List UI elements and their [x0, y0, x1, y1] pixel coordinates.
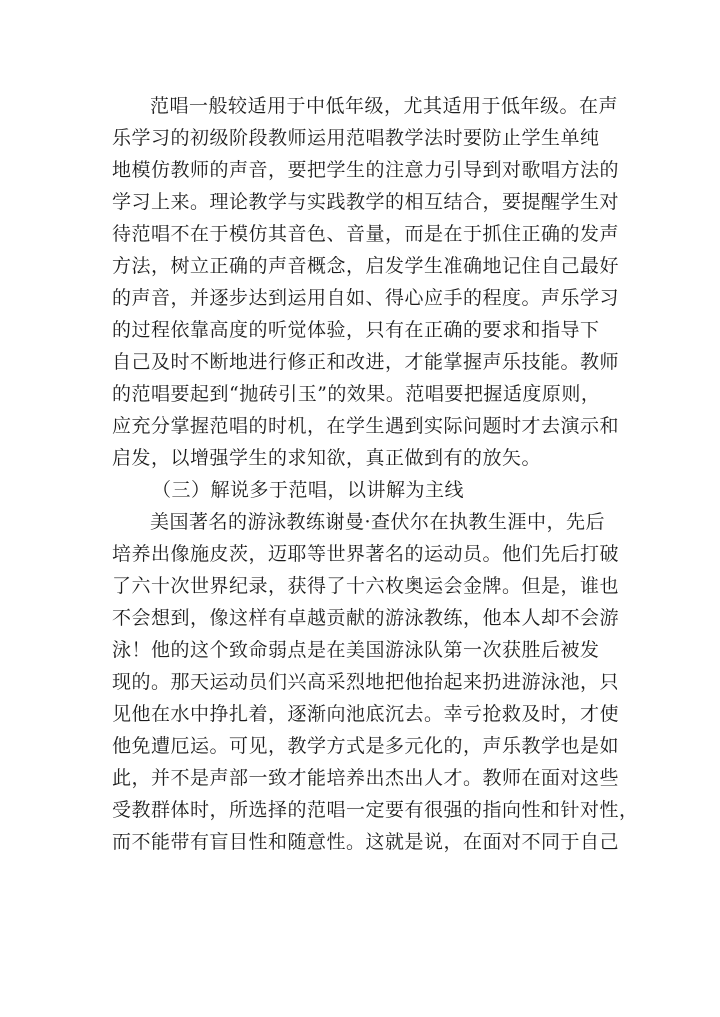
paragraph-2-line-3: 了六十次世界纪录，获得了十六枚奥运会金牌。但是，谁也 — [112, 575, 620, 597]
paragraph-2-line-11: 而不能带有盲目性和随意性。这就是说，在面对不同于自己 — [112, 831, 620, 853]
paragraph-2-line-4: 不会想到，像这样有卓越贡献的游泳教练，他本人却不会游 — [112, 607, 620, 629]
section-heading: （三）解说多于范唱，以讲解为主线 — [152, 479, 465, 501]
paragraph-1-line-7: 的声音，并逐步达到运用自如、得心应手的程度。声乐学习 — [112, 287, 620, 309]
paragraph-2-line-5: 泳！他的这个致命弱点是在美国游泳队第一次获胜后被发 — [112, 639, 600, 661]
paragraph-2-line-9: 此，并不是声部一致才能培养出杰出人才。教师在面对这些 — [112, 767, 620, 789]
paragraph-1-line-9: 自己及时不断地进行修正和改进，才能掌握声乐技能。教师 — [112, 351, 620, 373]
paragraph-1-line-3: 地模仿教师的声音，要把学生的注意力引导到对歌唱方法的 — [112, 159, 620, 181]
paragraph-1-line-8: 的过程依靠高度的听觉体验，只有在正确的要求和指导下 — [112, 319, 600, 341]
paragraph-2-line-8: 他免遭厄运。可见，教学方式是多元化的，声乐教学也是如 — [112, 735, 620, 757]
body-text — [112, 90, 639, 858]
paragraph-1-line-6: 方法，树立正确的声音概念，启发学生准确地记住自己最好 — [112, 255, 620, 277]
paragraph-2-line-6: 现的。那天运动员们兴高采烈地把他抬起来扔进游泳池，只 — [112, 671, 620, 693]
paragraph-2-line-10: 受教群体时，所选择的范唱一定要有很强的指向性和针对性， — [112, 799, 639, 821]
paragraph-1-line-1: 范唱一般较适用于中低年级，尤其适用于低年级。在声 — [150, 95, 619, 117]
paragraph-1-line-5: 待范唱不在于模仿其音色、音量，而是在于抓住正确的发声 — [112, 223, 620, 245]
paragraph-2-line-1: 美国著名的游泳教练谢曼·查伏尔在执教生涯中，先后 — [150, 511, 606, 533]
paragraph-1-line-11: 应充分掌握范唱的时机，在学生遇到实际问题时才去演示和 — [112, 415, 620, 437]
paragraph-2-line-2: 培养出像施皮茨，迈耶等世界著名的运动员。他们先后打破 — [112, 543, 620, 565]
paragraph-1-line-12: 启发，以增强学生的求知欲，真正做到有的放矢。 — [112, 447, 542, 469]
paragraph-1-line-4: 学习上来。理论教学与实践教学的相互结合，要提醒学生对 — [112, 191, 620, 213]
paragraph-2-line-7: 见他在水中挣扎着，逐渐向池底沉去。幸亏抢救及时，才使 — [112, 703, 620, 725]
paragraph-1-line-10: 的范唱要起到“抛砖引玉”的效果。范唱要把握适度原则， — [112, 383, 601, 405]
paragraph-1-line-2: 乐学习的初级阶段教师运用范唱教学法时要防止学生单纯 — [112, 127, 600, 149]
